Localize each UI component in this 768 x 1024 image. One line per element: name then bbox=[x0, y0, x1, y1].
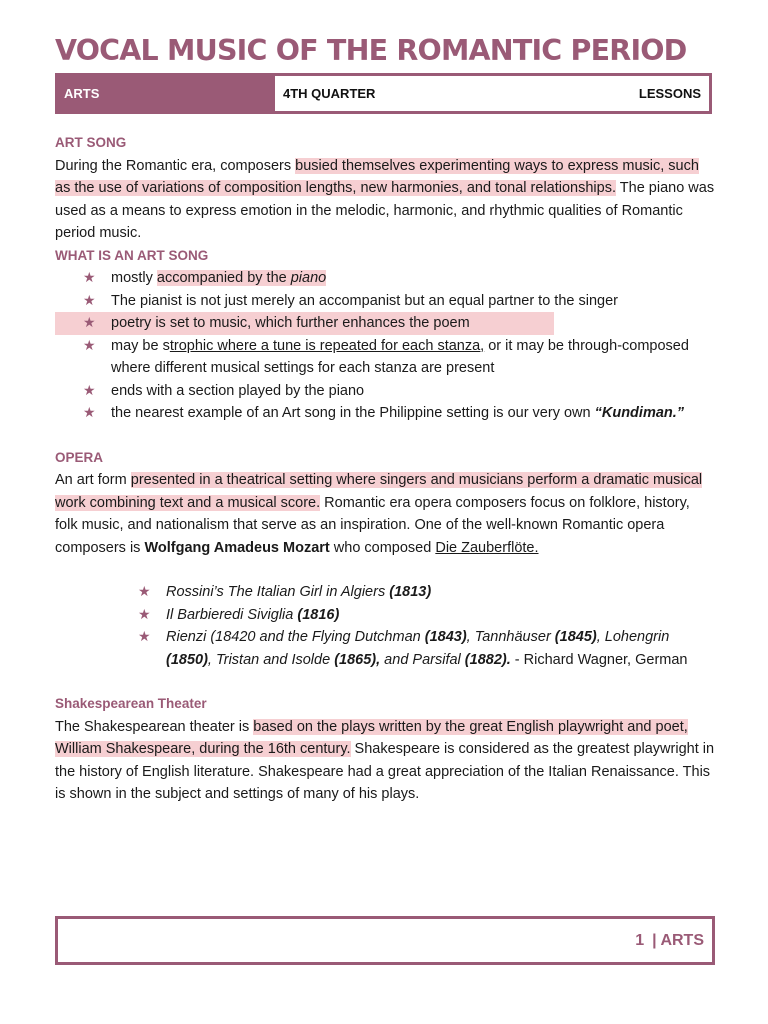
highlighted-text: presented in a theatrical setting where singers and musicians perform a dramatic musical work combining text and a musical score. bbox=[55, 472, 703, 511]
art-song-list bbox=[55, 267, 715, 425]
section-heading-art-song: ART SONG bbox=[55, 135, 127, 150]
underlined-text: Die Zauberflöte. bbox=[435, 539, 539, 556]
opera-paragraph bbox=[55, 469, 715, 559]
art-song-paragraph bbox=[55, 155, 715, 245]
footer-label: | ARTS bbox=[652, 931, 704, 949]
header-quarter: 4TH QUARTER bbox=[283, 86, 376, 101]
year: (1865), bbox=[334, 651, 381, 668]
star-icon: ★ bbox=[83, 292, 96, 309]
page-title: VOCAL MUSIC OF THE ROMANTIC PERIOD bbox=[55, 34, 687, 67]
text: , Lohengrin bbox=[596, 629, 670, 645]
text: mostly bbox=[111, 270, 157, 286]
text: , Tristan and Isolde bbox=[207, 651, 335, 668]
bold-text: Wolfgang Amadeus Mozart bbox=[144, 539, 330, 556]
section-heading-shakespeare: Shakespearean Theater bbox=[55, 696, 207, 711]
text: The piano was used as a means to express emotion in the melodic, harmonic, and rhythmic qualities of Romantic period music. bbox=[55, 180, 715, 241]
text: An art form bbox=[55, 472, 131, 488]
text: may be s bbox=[111, 337, 170, 354]
text: - Richard Wagner, German bbox=[510, 651, 688, 668]
list-item-highlighted bbox=[55, 312, 554, 335]
text: poetry is set to music, which further enhances the poem bbox=[111, 315, 470, 331]
year: (1813) bbox=[389, 584, 432, 600]
text: Rienzi (18420 and the Flying Dutchman bbox=[166, 629, 425, 645]
year: (1816) bbox=[297, 606, 340, 623]
underlined-text: trophic where a tune is repeated for each stanza, bbox=[169, 337, 485, 354]
footer-bar bbox=[55, 916, 715, 965]
star-icon: ★ bbox=[83, 382, 96, 399]
header-subject: ARTS bbox=[58, 76, 275, 111]
highlighted-text bbox=[157, 270, 326, 286]
text: and Parsifal bbox=[380, 651, 465, 668]
section-heading-what-is: WHAT IS AN ART SONG bbox=[55, 247, 209, 263]
star-icon: ★ bbox=[138, 584, 151, 600]
opera-list bbox=[138, 581, 715, 671]
section-heading-opera: OPERA bbox=[55, 449, 104, 465]
list-item bbox=[55, 267, 715, 290]
header-bar bbox=[55, 73, 712, 114]
year: (1845) bbox=[554, 629, 597, 645]
year: (1850) bbox=[166, 651, 208, 668]
text: Il Barbieredi Siviglia bbox=[166, 606, 298, 623]
star-icon: ★ bbox=[83, 405, 96, 421]
star-icon: ★ bbox=[138, 606, 151, 623]
star-icon: ★ bbox=[83, 337, 96, 354]
list-item bbox=[55, 290, 715, 313]
text: The pianist is not just merely an accompanist but an equal partner to the singer bbox=[111, 292, 618, 309]
emphasis: piano bbox=[290, 270, 327, 286]
text: The Shakespearean theater is bbox=[55, 718, 254, 735]
text: During the Romantic era, composers bbox=[55, 157, 296, 174]
highlighted-text: based on the plays written by the great English playwright and poet, William Shakespeare, during the 16th century. bbox=[55, 718, 688, 757]
list-item bbox=[138, 604, 715, 627]
highlighted-text: busied themselves experimenting ways to express music, such as the use of variations of composition lengths, new harmonies, and tonal relationships. bbox=[55, 157, 699, 196]
bold-italic-text: “Kundiman.” bbox=[594, 405, 685, 421]
text: or it may be through-composed where different musical settings for each stanza are present bbox=[111, 337, 689, 376]
page-number: 1 bbox=[635, 931, 645, 949]
main-content bbox=[55, 132, 715, 806]
list-item bbox=[55, 335, 715, 380]
list-item bbox=[138, 581, 715, 604]
text: Rossini’s The Italian Girl in Algiers bbox=[166, 584, 390, 600]
text: Romantic era opera composers focus on folklore, history, folk music, and nationalism that serve as an inspiration. One of the well-known Romantic opera composers is bbox=[55, 494, 690, 556]
text: who composed bbox=[329, 539, 436, 556]
text: Shakespeare is considered as the greatest playwright in the history of English literature. Shakespeare had a great appreciation of the Italian Renaissance. This is shown in the subject and settings of many of his plays. bbox=[55, 741, 715, 802]
text: accompanied by the bbox=[156, 270, 291, 286]
year: (1882). bbox=[464, 651, 511, 668]
header-section: LESSONS bbox=[638, 86, 701, 101]
text: ends with a section played by the piano bbox=[111, 382, 365, 399]
star-icon: ★ bbox=[83, 270, 96, 286]
year: (1843) bbox=[424, 629, 467, 645]
list-item bbox=[138, 626, 715, 671]
star-icon: ★ bbox=[138, 629, 151, 645]
text: the nearest example of an Art song in the Philippine setting is our very own bbox=[111, 405, 595, 421]
shakespeare-paragraph bbox=[55, 716, 715, 806]
list-item bbox=[55, 402, 715, 425]
list-item bbox=[55, 380, 715, 403]
text: , Tannhäuser bbox=[466, 629, 555, 645]
star-icon: ★ bbox=[83, 315, 96, 331]
